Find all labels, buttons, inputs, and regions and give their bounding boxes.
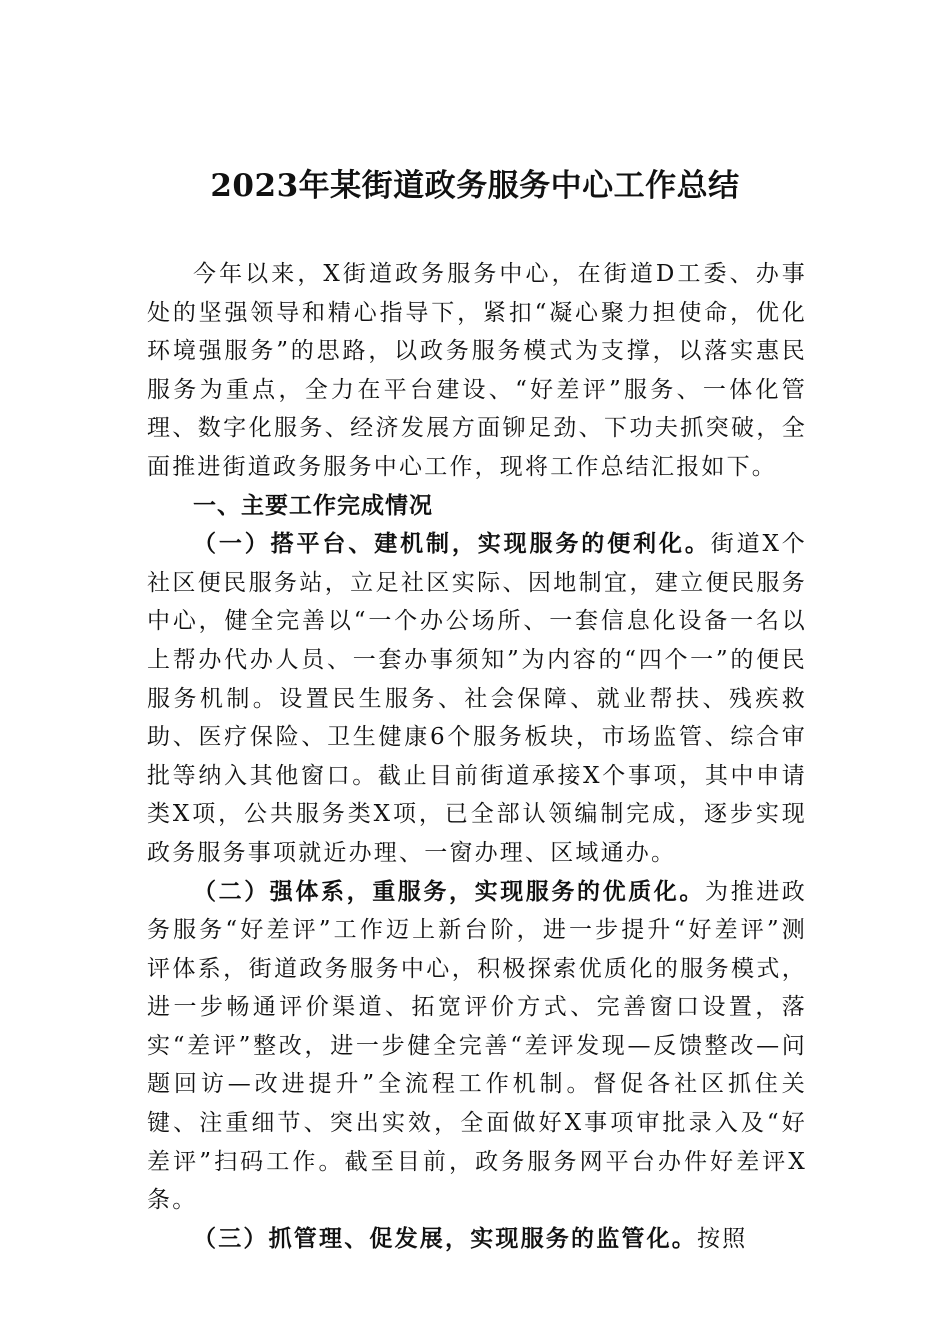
item-2-lead: （二）强体系，重服务，实现服务的优质化。 [193, 877, 705, 905]
item-3-paragraph [147, 1220, 807, 1259]
intro-paragraph: 今年以来，X街道政务服务中心，在街道D工委、办事处的坚强领导和精心指导下，紧扣“凝心聚力担使命，优化环境强服务”的思路，以政务服务模式为支撑，以落实惠民服务为重点，全力在平台建设、“好差评”服务、一体化管理、数字化服务、经济发展方面铆足劲、下功夫抓突破，全面推进街道政务服务中心工作，现将工作总结汇报如下。 [147, 261, 807, 480]
item-3-lead: （三）抓管理、促发展，实现服务的监管化。 [193, 1224, 697, 1252]
item-2-text: 为推进政务服务“好差评”工作迈上新台阶，进一步提升“好差评”测评体系，街道政务服务中心，积极探索优质化的服务模式，进一步畅通评价渠道、拓宽评价方式、完善窗口设置，落实“差评”整改，进一步健全完善“差评发现—反馈整改—问题回访—改进提升”全流程工作机制。督促各社区抓住关键、注重细节、突出实效，全面做好X事项审批录入及“好差评”扫码工作。截至目前，政务服务网平台办件好差评X条。 [147, 878, 807, 1214]
item-2-paragraph [147, 873, 807, 1220]
item-1-lead: （一）搭平台、建机制，实现服务的便利化。 [193, 530, 711, 558]
item-1-paragraph [147, 525, 807, 872]
item-3-text: 按照 [697, 1225, 748, 1252]
item-1-text: 街道X个社区便民服务站，立足社区实际、因地制宜，建立便民服务中心，健全完善以“一个办公场所、一套信息化设备一名以上帮办代办人员、一套办事须知”为内容的“四个一”的便民服务机制。设置民生服务、社会保障、就业帮扶、残疾救助、医疗保险、卫生健康6个服务板块，市场监管、综合审批等纳入其他窗口。截止目前街道承接X个事项，其中申请类X项，公共服务类X项，已全部认领编制完成，逐步实现政务服务事项就近办理、一窗办理、区域通办。 [147, 531, 807, 866]
document-title: 2023年某街道政务服务中心工作总结 [210, 168, 740, 204]
document-body [147, 255, 807, 1258]
section-heading: 一、主要工作完成情况 [193, 492, 433, 519]
